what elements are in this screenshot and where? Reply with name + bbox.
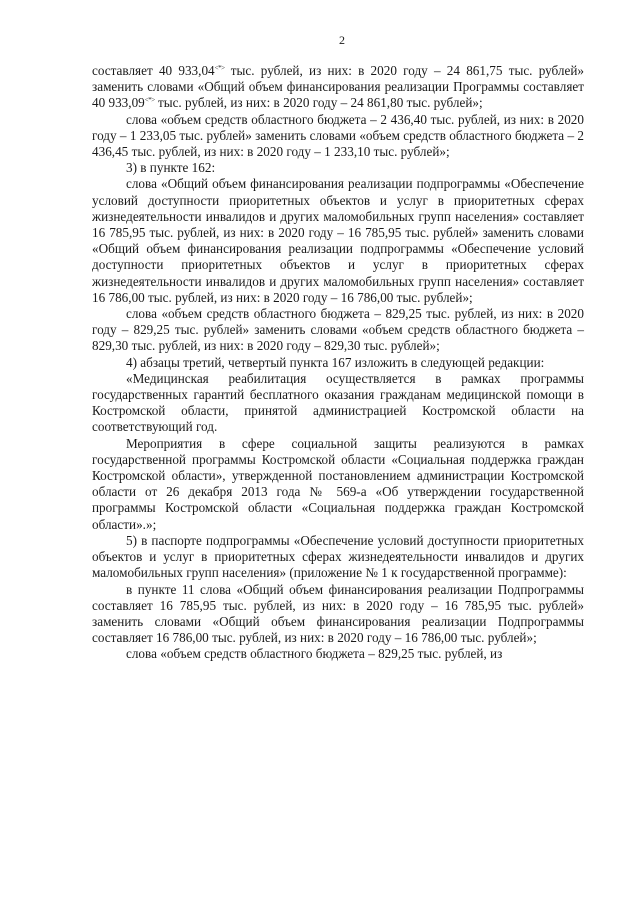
paragraph-7: «Медицинская реабилитация осуществляется в рамках программы государственных гарантий бесплатного оказания гражданам медицинской помощи в Костромской области, принятой администрацией Костромской области на соответствующий год. bbox=[92, 370, 584, 435]
paragraph-1-part-c: тыс. рублей, из них: в 2020 году – 24 861,80 тыс. рублей»; bbox=[154, 95, 483, 111]
footnote-mark: <*> bbox=[144, 96, 155, 105]
paragraph-1 bbox=[92, 63, 584, 112]
paragraph-5: слова «объем средств областного бюджета – 829,25 тыс. рублей, из них: в 2020 году – 829,25 тыс. рублей» заменить словами «объем средств областного бюджета – 829,30 тыс. рублей, из них: в 2020 году – 829,30 тыс. рублей»; bbox=[92, 306, 584, 354]
page-number: 2 bbox=[339, 33, 345, 47]
paragraph-1-part-b: тыс. рублей, из них: в 2020 году – 24 861,75 тыс. рублей» заменить словами «Общий объем финансирования реализации Программы составляет 40 933,09 bbox=[92, 63, 584, 111]
paragraph-9: 5) в паспорте подпрограммы «Обеспечение условий доступности приоритетных объектов и услуг в приоритетных сферах жизнедеятельности инвалидов и других маломобильных групп населения» (приложение № 1 к государственной программе): bbox=[92, 532, 584, 581]
paragraph-1-part-a: составляет 40 933,04 bbox=[92, 63, 215, 78]
paragraph-2: слова «объем средств областного бюджета – 2 436,40 тыс. рублей, из них: в 2020 году – 1 233,05 тыс. рублей» заменить словами «объем средств областного бюджета – 2 436,45 тыс. рублей, из них: в 2020 году – 1 233,10 тыс. рублей»; bbox=[92, 111, 584, 160]
paragraph-3: 3) в пункте 162: bbox=[126, 160, 216, 176]
paragraph-8: Мероприятия в сфере социальной защиты реализуются в рамках государственной программы Костромской области «Социальная поддержка граждан Костромской области», утвержденной постановлением администрации Костромской области от 26 декабря 2013 года № 569-а «Об утверждении государственной программы Костромской области «Социальная поддержка граждан Костромской области».»; bbox=[92, 435, 584, 532]
paragraph-11: слова «объем средств областного бюджета – 829,25 тыс. рублей, из bbox=[126, 646, 503, 662]
paragraph-4: слова «Общий объем финансирования реализации подпрограммы «Обеспечение условий доступности приоритетных объектов и услуг в приоритетных сферах жизнедеятельности инвалидов и других маломобильных групп населения» составляет 16 785,95 тыс. рублей, из них: в 2020 году – 16 785,95 тыс. рублей» заменить словами «Общий объем финансирования реализации подпрограммы «Обеспечение условий доступности приоритетных объектов и услуг в приоритетных сферах жизнедеятельности инвалидов и других маломобильных групп населения» составляет 16 786,00 тыс. рублей, из них: в 2020 году – 16 786,00 тыс. рублей»; bbox=[92, 176, 584, 305]
footnote-mark: <*> bbox=[214, 64, 225, 72]
paragraph-10: в пункте 11 слова «Общий объем финансирования реализации Подпрограммы составляет 16 785,95 тыс. рублей, из них: в 2020 году – 16 785,95 тыс. рублей» заменить словами «Общий объем финансирования реализации Подпрограммы составляет 16 786,00 тыс. рублей, из них: в 2020 году – 16 786,00 тыс. рублей»; bbox=[92, 581, 584, 646]
paragraph-6: 4) абзацы третий, четвертый пункта 167 изложить в следующей редакции: bbox=[126, 354, 545, 370]
